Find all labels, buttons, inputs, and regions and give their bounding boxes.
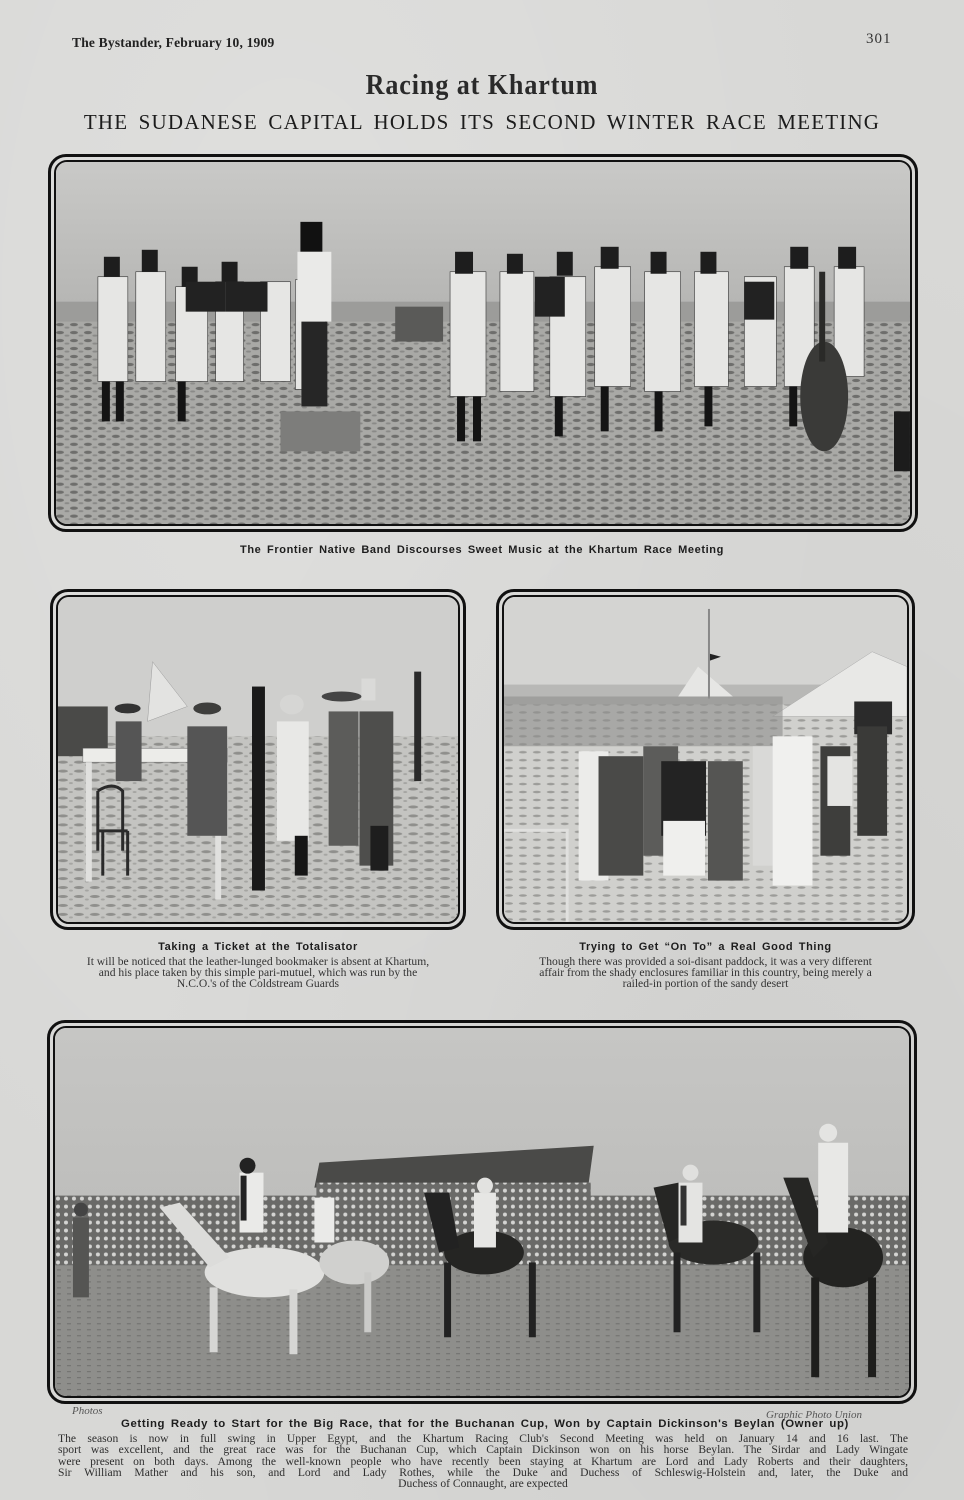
photo-start [53, 1026, 911, 1398]
body-line: Duchess of Connaught, are expected [398, 1477, 568, 1491]
photo-credit-right: Graphic Photo Union [766, 1409, 862, 1421]
caption-body-totalisator [50, 956, 466, 989]
photo-totalisator [56, 595, 460, 924]
caption-body-paddock [496, 956, 915, 989]
running-head: The Bystander, February 10, 1909 [72, 35, 275, 50]
caption-title-band: The Frontier Native Band Discourses Sweet Music at the Khartum Race Meeting [240, 544, 724, 556]
photo-band [54, 160, 912, 526]
photo-credit-left: Photos [72, 1405, 103, 1417]
body-line: The season is now in full swing in Upper Egypt, and the Khartum Racing Club's Second Meeting was held on January 14 and 16 last. The [58, 1432, 908, 1445]
body-line: Sir William Mather and his son, and Lord and Lady Rothes, while the Duke and Duchess of Schleswig-Holstein and, later, the Duke and [58, 1465, 908, 1479]
caption-title-start: Getting Ready to Start for the Big Race, that for the Buchanan Cup, Won by Captain Dickinson's Beylan (Owner up) [121, 1418, 849, 1430]
body-line: were present on both days. Among the well-known people who have recently been staying at Khartum are Lord and Lady Roberts and their daughters, [58, 1454, 908, 1468]
caption-line: and his place taken by this simple pari-mutuel, which was run by the [98, 966, 418, 979]
photo-frame-paddock [496, 589, 915, 930]
caption-line: Though there was provided a soi-disant paddock, it was a very different [539, 955, 872, 968]
article-body [58, 1433, 908, 1489]
article-subtitle: THE SUDANESE CAPITAL HOLDS ITS SECOND WINTER RACE MEETING [83, 110, 881, 134]
photo-frame-band [48, 154, 918, 532]
caption-line: railed-in portion of the sandy desert [622, 977, 789, 990]
start-photo-image [55, 1028, 909, 1397]
photo-paddock [502, 595, 909, 924]
caption-title-paddock: Trying to Get “On To” a Real Good Thing [579, 941, 832, 953]
caption-line: It will be noticed that the leather-lunged bookmaker is absent at Khartum, [86, 955, 430, 968]
page-number: 301 [866, 31, 892, 47]
caption-title-totalisator: Taking a Ticket at the Totalisator [158, 941, 358, 953]
body-line: sport was excellent, and the great race was for the Buchanan Cup, which Captain Dickinson won on his horse Beylan. The Sirdar and Lady Wingate [58, 1443, 908, 1457]
article-title: Racing at Khartum [365, 70, 599, 101]
caption-line: N.C.O.'s of the Coldstream Guards [176, 977, 340, 990]
photo-frame-start [47, 1020, 917, 1404]
paddock-photo-image [504, 597, 907, 922]
photo-frame-totalisator [50, 589, 466, 930]
caption-line: affair from the shady enclosures familiar in this country, being merely a [539, 966, 872, 979]
band-photo-image [56, 162, 910, 525]
totalisator-photo-image [58, 597, 458, 922]
